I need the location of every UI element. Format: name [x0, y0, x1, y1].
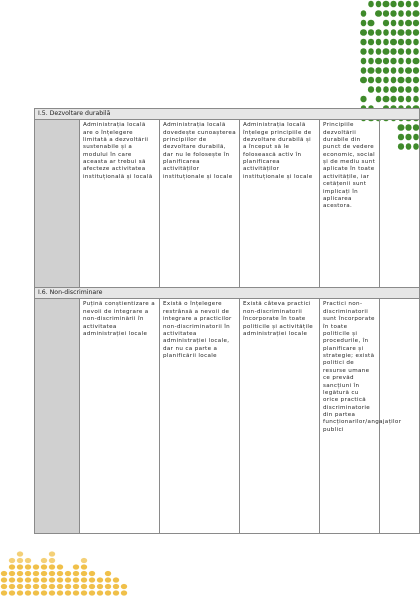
green-dot	[368, 77, 374, 84]
green-dot	[391, 77, 397, 84]
section-header-row	[35, 109, 420, 120]
yellow-dot	[41, 571, 47, 576]
green-dot	[383, 86, 389, 93]
green-dot	[390, 39, 397, 46]
table-row	[35, 120, 420, 288]
yellow-dot	[81, 590, 87, 595]
green-dot	[360, 96, 366, 103]
green-dot	[360, 48, 366, 55]
row-label-cell	[35, 299, 80, 534]
green-dot	[405, 67, 412, 74]
yellow-dot	[1, 577, 7, 582]
yellow-dot	[49, 590, 55, 595]
yellow-dot	[81, 571, 87, 576]
yellow-dot	[73, 571, 79, 576]
yellow-dot	[97, 584, 103, 589]
green-dot	[368, 86, 374, 93]
yellow-dot	[113, 590, 119, 595]
section-title: I.6. Non-discriminare	[35, 288, 420, 299]
yellow-dot	[49, 584, 55, 589]
green-dot	[391, 20, 397, 27]
yellow-dot	[9, 590, 15, 595]
yellow-dot	[25, 584, 31, 589]
yellow-dot	[105, 577, 111, 582]
green-dot	[390, 10, 396, 17]
green-dot	[398, 67, 404, 74]
yellow-dot	[81, 564, 87, 569]
yellow-dot	[17, 551, 23, 556]
green-dot	[383, 67, 389, 74]
green-dot	[383, 20, 389, 27]
green-dot	[376, 96, 382, 103]
yellow-dot	[17, 577, 23, 582]
yellow-dot	[25, 590, 31, 595]
yellow-dot	[73, 564, 79, 569]
yellow-dot	[57, 564, 63, 569]
green-dot	[398, 20, 404, 27]
yellow-dot	[33, 571, 39, 576]
yellow-dot	[65, 577, 71, 582]
level-3-cell: Administrația locală înțelege principiile de dezvoltare durabilă și a început să le folosească activ în planificarea activităților instituționale și locale	[240, 120, 320, 288]
green-dot	[405, 86, 411, 93]
green-dot	[383, 39, 389, 46]
green-dot	[413, 29, 419, 36]
level-2-cell: Există o înțelegere restrânsă a nevoii de integrare a practicilor non-discriminatorii în activitatea administrației locale, dar nu ca parte a planificării locale	[160, 299, 240, 534]
yellow-dot	[25, 564, 31, 569]
yellow-dot	[113, 584, 119, 589]
yellow-dot	[9, 558, 15, 563]
yellow-dot	[73, 577, 79, 582]
level-3-cell: Există câteva practici non-discriminatorii încorporate în toate politicile și activitățile administrației locale	[240, 299, 320, 534]
assessment-table	[34, 108, 420, 534]
green-dot	[375, 77, 381, 84]
yellow-dot	[9, 577, 15, 582]
yellow-dot	[105, 584, 111, 589]
yellow-dot	[57, 577, 63, 582]
yellow-dot	[97, 577, 103, 582]
yellow-dot	[49, 551, 55, 556]
green-dot	[375, 58, 382, 65]
green-dot	[360, 77, 367, 84]
yellow-dot	[105, 590, 111, 595]
green-dot	[390, 58, 396, 65]
green-dot	[376, 86, 382, 93]
yellow-dot	[65, 571, 71, 576]
green-dot	[398, 48, 404, 55]
score-cell	[380, 120, 420, 288]
yellow-dot	[121, 590, 127, 595]
green-dot	[368, 39, 374, 46]
table-row	[35, 299, 420, 534]
yellow-dot	[33, 590, 39, 595]
green-dot	[360, 39, 366, 46]
green-dot	[398, 1, 404, 8]
yellow-dot	[81, 558, 87, 563]
yellow-dot	[113, 577, 119, 582]
yellow-dot	[121, 584, 127, 589]
green-dot	[413, 77, 419, 84]
green-dot	[405, 77, 411, 84]
yellow-dot	[41, 584, 47, 589]
green-dot	[398, 86, 404, 93]
yellow-dot	[1, 590, 7, 595]
level-1-cell: Administrația locală are o înțelegere limitată a dezvoltării sustenabile și a modului în care aceasta ar trebui să afecteze activitatea instituțională și locală	[80, 120, 160, 288]
green-dot	[368, 20, 375, 27]
green-dot	[405, 29, 411, 36]
green-dot	[398, 96, 404, 103]
yellow-dot	[105, 571, 111, 576]
yellow-dot	[89, 590, 95, 595]
yellow-dot	[25, 571, 31, 576]
green-dot	[390, 96, 396, 103]
green-dot	[391, 29, 397, 36]
green-dot	[361, 58, 367, 65]
green-dot	[375, 29, 381, 36]
green-dot	[390, 86, 397, 93]
green-dot	[413, 10, 420, 17]
yellow-dot	[49, 571, 55, 576]
green-dot	[413, 86, 419, 93]
yellow-dot	[1, 571, 7, 576]
section-header-row	[35, 288, 420, 299]
green-dot	[398, 29, 405, 36]
yellow-dot	[1, 584, 7, 589]
green-dot	[390, 1, 396, 8]
yellow-dot	[17, 571, 23, 576]
section-title: I.5. Dezvoltare durabilă	[35, 109, 420, 120]
green-dot	[405, 39, 411, 46]
green-dot	[413, 20, 419, 27]
yellow-dot	[17, 584, 23, 589]
level-4-cell: Practici non-discriminatorii sunt încorporate în toate politicile și procedurile, în planificare și strategie; există politici de resurse umane ce prevăd sancțiuni în legătură cu orice practică discriminatorie din partea funcționarilor/angajaților publici	[320, 299, 380, 534]
yellow-dot	[25, 577, 31, 582]
yellow-dot	[9, 584, 15, 589]
yellow-dot-pattern-icon	[0, 546, 130, 596]
green-dot	[413, 67, 419, 74]
green-dot	[390, 48, 396, 55]
green-dot	[368, 29, 374, 36]
level-1-cell: Puțină conștientizare a nevoii de integrare a non-discriminării în activitatea administrației locale	[80, 299, 160, 534]
green-dot	[375, 67, 381, 74]
green-dot	[405, 20, 412, 27]
green-dot	[368, 67, 375, 74]
green-dot	[406, 1, 412, 8]
yellow-dot-cluster	[1, 551, 127, 595]
green-dot	[406, 48, 412, 55]
yellow-dot	[9, 564, 15, 569]
yellow-dot	[57, 584, 63, 589]
yellow-dot	[89, 577, 95, 582]
green-dot	[368, 58, 374, 65]
green-dot	[383, 77, 389, 84]
green-dot	[383, 1, 390, 8]
yellow-dot	[73, 584, 79, 589]
green-dot	[383, 29, 389, 36]
yellow-dot	[41, 558, 47, 563]
green-dot	[383, 10, 389, 17]
yellow-dot	[65, 584, 71, 589]
yellow-dot	[33, 584, 39, 589]
yellow-dot	[81, 584, 87, 589]
level-2-cell: Administrația locală dovedește cunoașterea principiilor de dezvoltare durabilă, dar nu le folosește în planificarea activităților instituționale și locale	[160, 120, 240, 288]
yellow-dot	[17, 558, 23, 563]
yellow-dot	[49, 577, 55, 582]
green-dot	[361, 10, 367, 17]
green-dot	[398, 10, 404, 17]
yellow-dot	[41, 564, 47, 569]
row-label-cell	[35, 120, 80, 288]
green-dot	[368, 1, 374, 8]
green-dot	[413, 39, 419, 46]
green-dot	[368, 48, 374, 55]
yellow-dot	[49, 558, 55, 563]
yellow-dot	[17, 590, 23, 595]
yellow-dot	[33, 577, 39, 582]
yellow-dot	[41, 577, 47, 582]
green-dot	[376, 39, 382, 46]
yellow-dot	[9, 571, 15, 576]
yellow-dot	[41, 590, 47, 595]
green-dot	[406, 96, 412, 103]
yellow-dot	[17, 564, 23, 569]
yellow-dot	[33, 564, 39, 569]
green-dot	[398, 77, 405, 84]
yellow-dot	[81, 577, 87, 582]
green-dot	[383, 58, 389, 65]
green-dot	[413, 48, 419, 55]
green-dot	[375, 10, 382, 17]
score-cell	[380, 299, 420, 534]
green-dot	[398, 39, 404, 46]
green-dot	[360, 29, 367, 36]
green-dot	[361, 67, 367, 74]
yellow-dot	[49, 564, 55, 569]
green-dot	[413, 1, 419, 8]
yellow-dot	[25, 558, 31, 563]
green-dot	[383, 48, 390, 55]
yellow-dot	[73, 590, 79, 595]
yellow-dot	[57, 571, 63, 576]
green-dot	[376, 48, 382, 55]
green-dot	[413, 96, 419, 103]
green-dot	[376, 1, 382, 8]
green-dot	[406, 58, 412, 65]
yellow-dot	[65, 590, 71, 595]
level-4-cell: Principiile dezvoltării durabile din punct de vedere economic, social și de mediu sunt aplicate în toate activitățile, iar cetățenii sunt implicați în aplicarea acestora.	[320, 120, 380, 288]
yellow-dot	[89, 571, 95, 576]
green-dot	[413, 58, 420, 65]
yellow-dot	[57, 590, 63, 595]
green-dot	[398, 58, 404, 65]
green-dot	[406, 10, 412, 17]
yellow-dot	[89, 584, 95, 589]
green-dot	[383, 96, 390, 103]
green-dot	[361, 20, 367, 27]
green-dot	[391, 67, 397, 74]
yellow-dot	[97, 590, 103, 595]
